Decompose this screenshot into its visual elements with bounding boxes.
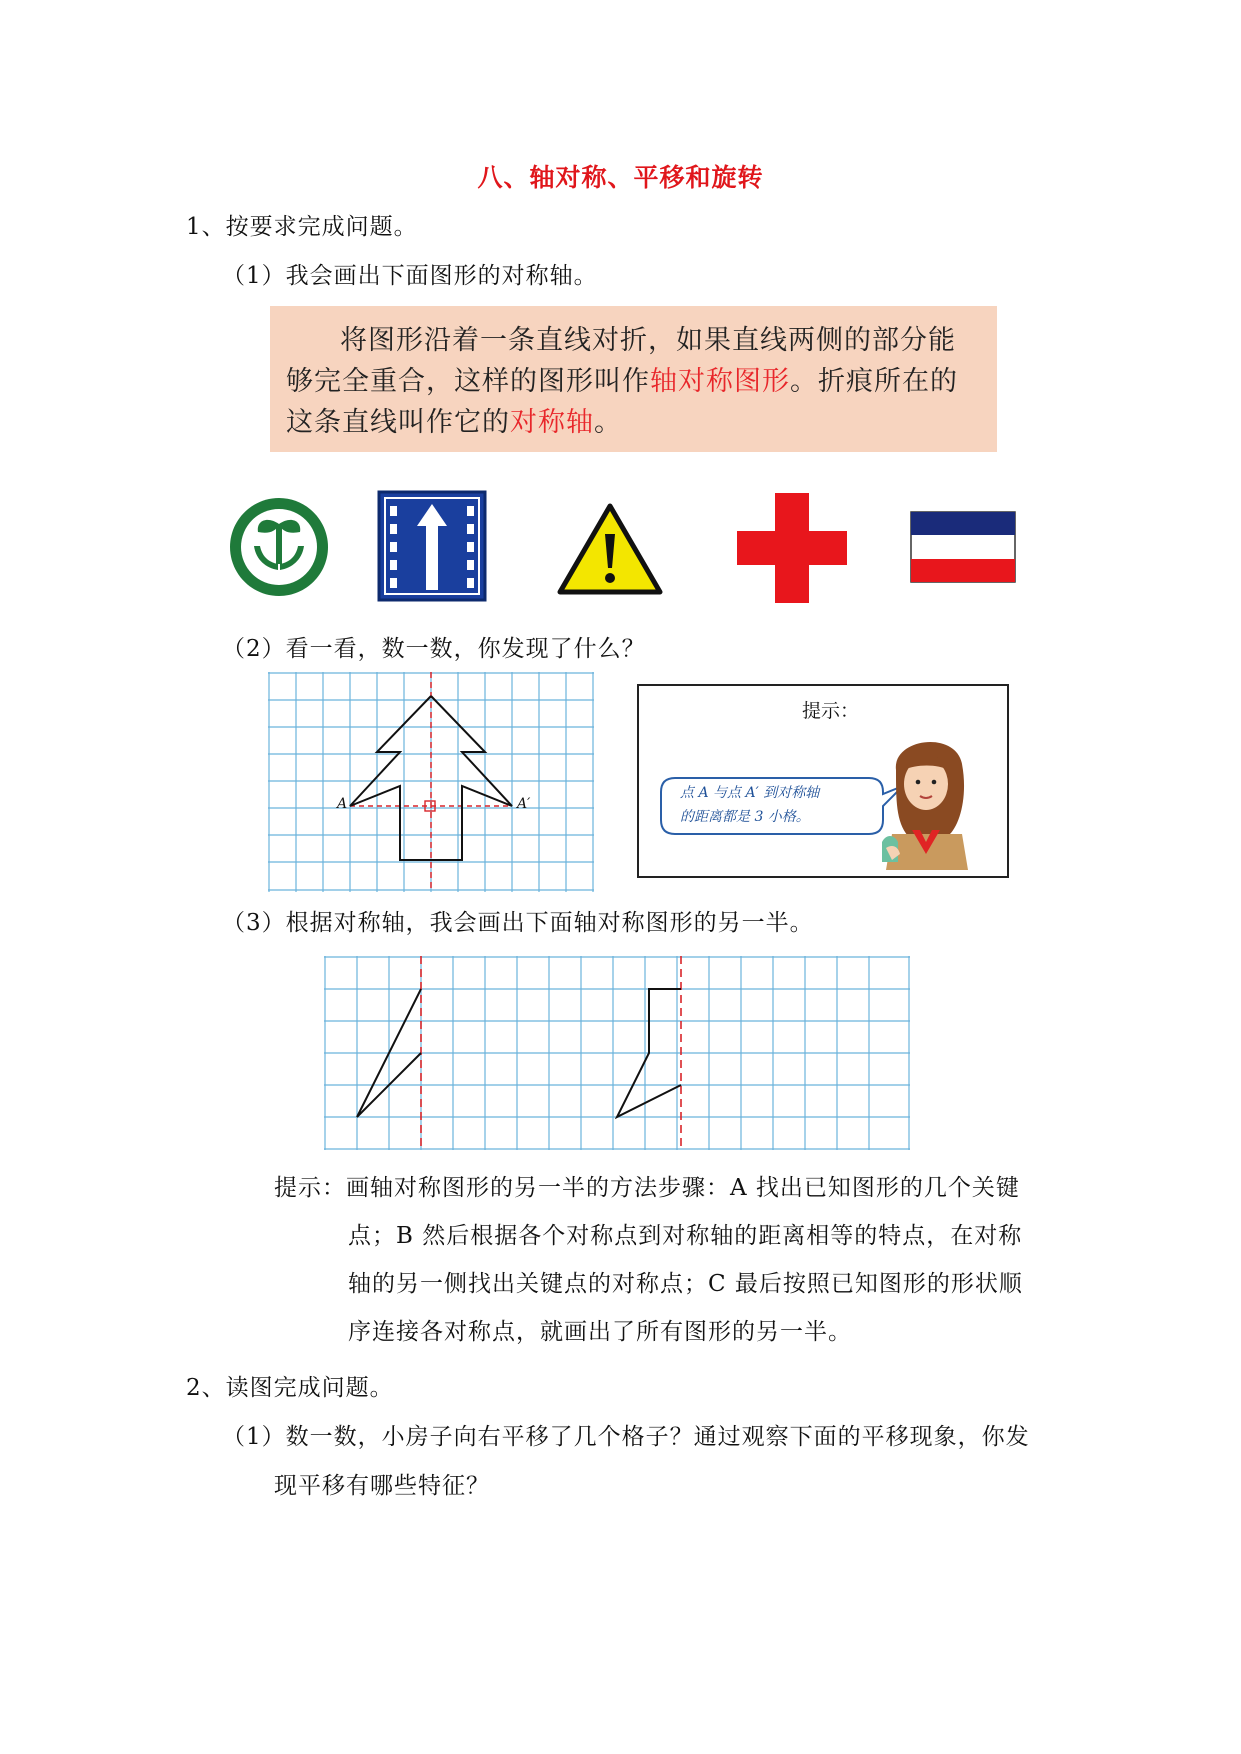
question-2-sub-1-line-2: 现平移有哪些特征？ xyxy=(274,1473,490,1499)
question-1-label: 1、按要求完成问题。 xyxy=(186,214,418,240)
definition-text-3: 。 xyxy=(594,407,622,438)
tree-symmetry-grid xyxy=(268,672,594,892)
tip-line-4: 序连接各对称点，就画出了所有图形的另一半。 xyxy=(348,1319,852,1345)
green-environment-logo-icon xyxy=(226,494,332,600)
girl-illustration xyxy=(882,730,974,870)
definition-highlight-axis: 对称轴 xyxy=(510,407,594,438)
question-2-sub-1-line-1: （1）数一数，小房子向右平移了几个格子？通过观察下面的平移现象，你发 xyxy=(222,1424,1030,1450)
question-1-sub-3: （3）根据对称轴，我会画出下面轴对称图形的另一半。 xyxy=(222,910,814,936)
definition-highlight-axisymmetric: 轴对称图形 xyxy=(650,366,790,397)
bubble-text-1: 点 A 与点 A′ 到对称轴 xyxy=(680,785,820,801)
question-1-sub-1: （1）我会画出下面图形的对称轴。 xyxy=(222,263,598,289)
question-2-label: 2、读图完成问题。 xyxy=(186,1375,394,1401)
tip-line-2: 点；B 然后根据各个对称点到对称轴的距离相等的特点，在对称 xyxy=(348,1223,1023,1249)
definition-box xyxy=(270,306,997,452)
tricolor-flag-icon xyxy=(910,511,1016,583)
tip-line-3: 轴的另一侧找出关键点的对称点；C 最后按照已知图形的形状顺 xyxy=(348,1271,1023,1297)
tip-label: 提示： xyxy=(274,1175,346,1201)
half-figure-grid xyxy=(324,956,910,1150)
tip-line-1: 画轴对称图形的另一半的方法步骤：A 找出已知图形的几个关键 xyxy=(346,1175,1020,1201)
point-a-label: A xyxy=(337,796,348,812)
point-a-prime-label: A′ xyxy=(517,796,531,812)
red-cross-icon xyxy=(737,493,847,603)
one-way-road-sign-icon xyxy=(377,490,487,602)
question-1-sub-2: （2）看一看，数一数，你发现了什么？ xyxy=(222,636,646,662)
hint-title: 提示： xyxy=(802,700,860,722)
page-title: 八、轴对称、平移和旋转 xyxy=(477,163,764,192)
bubble-text-2: 的距离都是 3 小格。 xyxy=(680,809,810,825)
warning-triangle-icon xyxy=(556,502,664,596)
definition-text-2: 。折痕所在的这条直线叫作它的 xyxy=(286,366,958,438)
definition-text-1: 将图形沿着一条直线对折，如果直线两侧的部分能够完全重合，这样的图形叫作 xyxy=(286,325,956,397)
